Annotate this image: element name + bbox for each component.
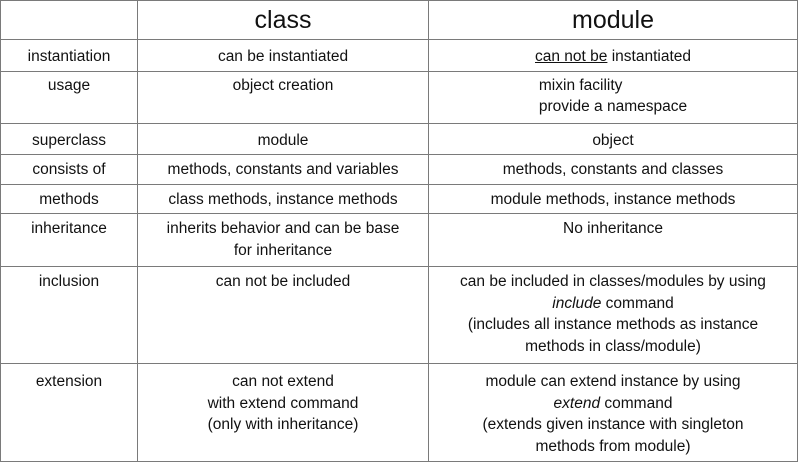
cell-text: command [600,394,673,412]
class-cell [138,214,429,267]
class-cell: class methods, instance methods [138,184,429,214]
module-cell: methods, constants and classes [429,155,798,185]
row-consists-of [1,155,798,185]
module-cell: No inheritance [429,214,798,267]
cell-line: for inheritance [233,241,333,259]
row-methods [1,184,798,214]
class-cell: can not be included [138,267,429,364]
module-cell [429,40,798,72]
cell-line: can not extend [232,373,334,390]
row-inheritance [1,214,798,267]
cell-text: instantiated [607,48,691,65]
row-label: instantiation [1,40,138,72]
class-cell: object creation [138,71,429,123]
keyword-extend: extend [553,394,601,412]
underlined-text: can not be [535,48,608,65]
row-label: extension [1,364,138,462]
cell-text: command [601,294,674,312]
cell-line: (includes all instance methods as instance [467,316,759,333]
module-cell [429,364,798,462]
module-cell [429,267,798,364]
row-label: inclusion [1,267,138,364]
row-label: inheritance [1,214,138,267]
cell-line: can be included in classes/modules by using [460,273,766,290]
module-usage-lines [539,75,687,118]
class-cell: methods, constants and variables [138,155,429,185]
cell-line: mixin facility [538,76,623,94]
cell-line: with extend command [207,394,359,412]
module-cell [429,71,798,123]
cell-line: (extends given instance with singleton [482,416,744,433]
cell-line: (only with inheritance) [207,416,359,433]
cell-line: inherits behavior and can be base [166,220,400,237]
row-label: consists of [1,155,138,185]
cell-line [435,293,791,315]
row-superclass [1,123,798,155]
class-cell [138,364,429,462]
cell-line: provide a namespace [538,98,688,115]
row-inclusion [1,267,798,364]
row-extension [1,364,798,462]
cell-line: methods from module) [535,437,691,455]
cell-line [435,393,791,415]
cell-line: methods in class/module) [525,337,701,355]
header-class: class [138,1,429,40]
keyword-include: include [552,294,602,312]
class-cell: module [138,123,429,155]
header-empty-cell [1,1,138,40]
header-row [1,1,798,40]
row-label: superclass [1,123,138,155]
header-module: module [429,1,798,40]
cell-line: module can extend instance by using [485,373,741,390]
module-cell: module methods, instance methods [429,184,798,214]
row-label: usage [1,71,138,123]
row-usage [1,71,798,123]
row-instantiation [1,40,798,72]
class-cell: can be instantiated [138,40,429,72]
module-cell: object [429,123,798,155]
row-label: methods [1,184,138,214]
